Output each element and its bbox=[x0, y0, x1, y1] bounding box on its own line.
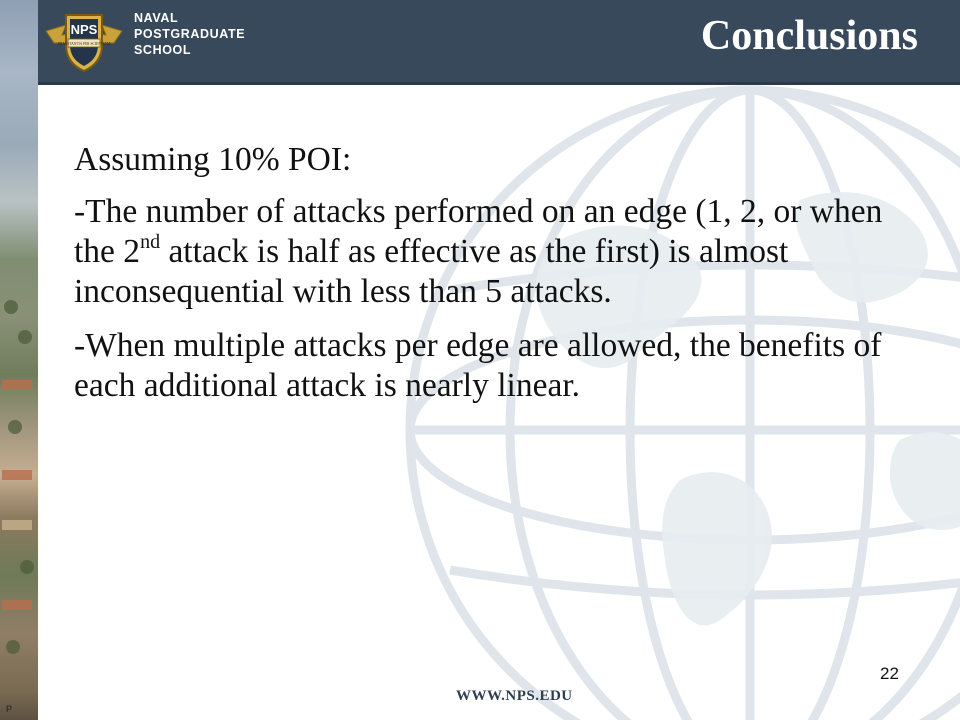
school-name-line-2: POSTGRADUATE bbox=[134, 27, 246, 41]
school-name bbox=[134, 10, 245, 58]
bullet-1-text-start: -The number of attacks performed on an edge (1, 2, or when the 2 bbox=[74, 193, 883, 270]
slide-body bbox=[74, 140, 924, 420]
bullet-1-text-end: attack is half as effective as the first) is almost inconsequential with less than 5 attacks. bbox=[74, 233, 789, 310]
photo-corner-letter: P bbox=[6, 704, 13, 714]
page-number: 22 bbox=[880, 664, 899, 683]
website-link[interactable]: WWW.NPS.EDU bbox=[456, 688, 573, 704]
conclusion-bullet-1 bbox=[74, 192, 924, 312]
logo-motto: PRAESTANTIA PER SCIENTIAM bbox=[57, 42, 111, 46]
school-name-line-3: SCHOOL bbox=[134, 43, 192, 57]
ordinal-suffix: nd bbox=[140, 230, 161, 253]
slide-title: Conclusions bbox=[700, 13, 918, 59]
school-name-line-1: NAVAL bbox=[134, 11, 179, 25]
nps-shield-logo-icon bbox=[44, 9, 124, 75]
campus-photo-strip bbox=[0, 0, 38, 720]
assumption-text: Assuming 10% POI: bbox=[74, 141, 352, 178]
logo-badge-text: NPS bbox=[70, 22, 98, 37]
conclusion-bullet-2: -When multiple attacks per edge are allowed, the benefits of each additional attack is nearly linear. bbox=[74, 327, 882, 404]
